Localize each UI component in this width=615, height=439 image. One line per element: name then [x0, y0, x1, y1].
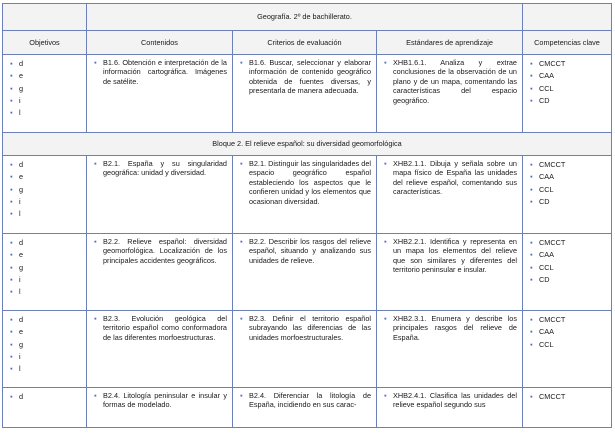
cell-objetivos: [3, 234, 87, 311]
list-item-text: d: [19, 315, 24, 324]
bullet-icon: ▪: [10, 83, 13, 93]
table-row: [3, 388, 612, 428]
list-item: [528, 95, 606, 107]
list-item-text: e: [19, 327, 24, 337]
cell-estandar: [377, 388, 523, 428]
list-item: [528, 83, 606, 95]
cell-criterio: [233, 388, 377, 428]
list-item-text: CMCCT: [539, 315, 566, 324]
list-item-text: g: [19, 262, 24, 272]
bullet-icon: ▪: [530, 250, 533, 260]
list-item: [8, 326, 81, 338]
list-item-text: CAA: [539, 327, 555, 337]
cell-estandar: [377, 55, 523, 133]
cell-competencias: [523, 388, 612, 428]
list-item-text: g: [19, 83, 24, 93]
list-item: [8, 286, 81, 298]
bullet-icon: ▪: [94, 391, 97, 400]
bullet-icon: ▪: [10, 274, 13, 284]
bullet-icon: ▪: [384, 314, 387, 323]
list-item: [528, 237, 606, 249]
list-item: [528, 262, 606, 274]
list-item-text: d: [19, 392, 24, 401]
cell-criterio-text: B1.6. Buscar, seleccionar y elaborar información de contenido geográfico obtenida de fuentes diversas, y presentarla de manera adecuada.: [249, 58, 371, 96]
list-item: [8, 184, 81, 196]
bullet-icon: ▪: [10, 339, 13, 349]
header-contenidos: Contenidos: [87, 31, 233, 55]
list-item: [528, 196, 606, 208]
bullet-icon: ▪: [530, 71, 533, 81]
list-item: [528, 326, 606, 338]
list-item-text: CMCCT: [539, 59, 566, 68]
list-item: [8, 171, 81, 183]
cell-criterio-text: B2.1. Distinguir las singularidades del espacio geográfico español estableciendo los aspectos que le confieren unidad y los elementos que ocasionan diversidad.: [249, 159, 371, 206]
cell-criterio-text: B2.2. Describir los rasgos del relieve español, situando y analizando sus unidades de relieve.: [249, 237, 371, 265]
list-item: [8, 314, 81, 326]
list-item: [8, 196, 81, 208]
cell-criterio: [233, 311, 377, 388]
list-item: [8, 274, 81, 286]
cell-estandar-text: XHB1.6.1. Analiza y extrae conclusiones de la observación de un plano y de un mapa, comentando las características del espacio geográfico.: [393, 58, 517, 105]
bullet-icon: ▪: [94, 314, 97, 323]
list-item-text: l: [19, 209, 21, 219]
cell-contenido: [87, 234, 233, 311]
bullet-icon: ▪: [530, 262, 533, 272]
cell-estandar-text: XHB2.2.1. Identifica y representa en un mapa los elementos del relieve que son similares y diferentes del territorio peninsular e insular.: [393, 237, 517, 275]
list-item: [528, 391, 606, 403]
cell-criterio: [233, 156, 377, 234]
bullet-icon: ▪: [384, 391, 387, 400]
cell-objetivos: [3, 55, 87, 133]
cell-contenido: [87, 156, 233, 234]
bullet-icon: ▪: [384, 58, 387, 67]
cell-criterio: [233, 55, 377, 133]
bullet-icon: ▪: [240, 58, 243, 67]
list-item: [8, 70, 81, 82]
bullet-icon: ▪: [10, 287, 13, 297]
bullet-icon: ▪: [10, 184, 13, 194]
list-item-text: i: [19, 95, 21, 105]
cell-objetivos: [3, 388, 87, 428]
cell-estandar-text: XHB2.4.1. Clasifica las unidades del relieve español segundo sus: [393, 391, 517, 410]
list-item-text: CD: [539, 274, 550, 284]
list-item: [528, 339, 606, 351]
cell-objetivos: [3, 156, 87, 234]
bullet-icon: ▪: [530, 184, 533, 194]
cell-criterio-text: B2.4. Diferenciar la litología de España, incidiendo en sus carac-: [249, 391, 371, 410]
cell-competencias: [523, 156, 612, 234]
list-item-text: i: [19, 351, 21, 361]
list-item-text: g: [19, 184, 24, 194]
cell-contenido-text: B2.4. Litología peninsular e insular y formas de modelado.: [103, 391, 227, 410]
bullet-icon: ▪: [530, 59, 533, 68]
header-competencias: Competencias clave: [523, 31, 612, 55]
bullet-icon: ▪: [10, 327, 13, 337]
bullet-icon: ▪: [10, 315, 13, 324]
bullet-icon: ▪: [10, 351, 13, 361]
bullet-icon: ▪: [240, 159, 243, 168]
list-item: [528, 184, 606, 196]
list-item: [8, 391, 81, 403]
list-item: [528, 249, 606, 261]
bullet-icon: ▪: [530, 238, 533, 247]
list-item: [528, 159, 606, 171]
cell-estandar-text: XHB2.1.1. Dibuja y señala sobre un mapa físico de España las unidades del relieve español, comentando sus características.: [393, 159, 517, 197]
list-item: [8, 83, 81, 95]
bullet-icon: ▪: [240, 314, 243, 323]
list-item: [528, 274, 606, 286]
corner-cell: [3, 4, 87, 31]
bullet-icon: ▪: [530, 95, 533, 105]
table-row: [3, 311, 612, 388]
bullet-icon: ▪: [530, 196, 533, 206]
list-item-text: l: [19, 108, 21, 118]
bullet-icon: ▪: [530, 160, 533, 169]
cell-competencias: [523, 234, 612, 311]
table-row: [3, 156, 612, 234]
curriculum-table: [2, 3, 612, 428]
bullet-icon: ▪: [10, 196, 13, 206]
cell-competencias: [523, 311, 612, 388]
bullet-icon: ▪: [94, 58, 97, 67]
bullet-icon: ▪: [10, 95, 13, 105]
list-item-text: CD: [539, 196, 550, 206]
cell-contenido: [87, 311, 233, 388]
bullet-icon: ▪: [530, 392, 533, 401]
header-criterios: Criterios de evaluación: [233, 31, 377, 55]
cell-objetivos: [3, 311, 87, 388]
list-item: [8, 363, 81, 375]
bullet-icon: ▪: [530, 274, 533, 284]
list-item: [8, 262, 81, 274]
list-item: [8, 208, 81, 220]
bullet-icon: ▪: [10, 392, 13, 401]
list-item: [528, 171, 606, 183]
corner-cell: [523, 4, 612, 31]
list-item: [528, 70, 606, 82]
bullet-icon: ▪: [10, 364, 13, 374]
bullet-icon: ▪: [10, 172, 13, 182]
cell-criterio: [233, 234, 377, 311]
cell-estandar: [377, 156, 523, 234]
list-item-text: g: [19, 339, 24, 349]
list-item-text: e: [19, 250, 24, 260]
list-item-text: CMCCT: [539, 160, 566, 169]
bullet-icon: ▪: [240, 391, 243, 400]
cell-contenido-text: B2.3. Evolución geológica del territorio español como conformadora de las diferentes morfoestructuras.: [103, 314, 227, 342]
bullet-icon: ▪: [10, 209, 13, 219]
list-item-text: e: [19, 172, 24, 182]
bullet-icon: ▪: [530, 83, 533, 93]
bullet-icon: ▪: [240, 237, 243, 246]
list-item-text: l: [19, 364, 21, 374]
list-item-text: l: [19, 287, 21, 297]
list-item: [8, 58, 81, 70]
list-item-text: CMCCT: [539, 392, 566, 401]
bullet-icon: ▪: [10, 250, 13, 260]
header-estandares: Estándares de aprendizaje: [377, 31, 523, 55]
cell-contenido: [87, 55, 233, 133]
list-item: [528, 314, 606, 326]
bullet-icon: ▪: [530, 172, 533, 182]
list-item-text: d: [19, 238, 24, 247]
list-item: [8, 159, 81, 171]
cell-contenido-text: B2.1. España y su singularidad geográfica: unidad y diversidad.: [103, 159, 227, 178]
list-item-text: CCL: [539, 83, 554, 93]
bullet-icon: ▪: [530, 339, 533, 349]
list-item: [8, 351, 81, 363]
cell-contenido-text: B1.6. Obtención e interpretación de la información cartográfica. Imágenes de satélite.: [103, 58, 227, 86]
list-item-text: CCL: [539, 339, 554, 349]
bullet-icon: ▪: [94, 237, 97, 246]
bullet-icon: ▪: [530, 327, 533, 337]
bullet-icon: ▪: [530, 315, 533, 324]
bloque-title: Bloque 2. El relieve español: su diversidad geomorfológica: [3, 133, 612, 156]
list-item-text: CCL: [539, 262, 554, 272]
bullet-icon: ▪: [384, 159, 387, 168]
list-item-text: CAA: [539, 172, 555, 182]
table-title: Geografía. 2º de bachillerato.: [87, 4, 523, 31]
bloque-row: [3, 133, 612, 156]
bullet-icon: ▪: [10, 108, 13, 118]
list-item-text: CAA: [539, 250, 555, 260]
list-item: [8, 95, 81, 107]
list-item: [8, 237, 81, 249]
cell-contenido: [87, 388, 233, 428]
bullet-icon: ▪: [10, 71, 13, 81]
cell-estandar: [377, 234, 523, 311]
bullet-icon: ▪: [10, 59, 13, 68]
header-objetivos: Objetivos: [3, 31, 87, 55]
bullet-icon: ▪: [10, 160, 13, 169]
list-item-text: d: [19, 160, 24, 169]
list-item-text: CMCCT: [539, 238, 566, 247]
table-row: [3, 234, 612, 311]
cell-estandar-text: XHB2.3.1. Enumera y describe los principales rasgos del relieve de España.: [393, 314, 517, 342]
bullet-icon: ▪: [94, 159, 97, 168]
list-item-text: e: [19, 71, 24, 81]
cell-competencias: [523, 55, 612, 133]
list-item-text: CCL: [539, 184, 554, 194]
bullet-icon: ▪: [10, 238, 13, 247]
list-item: [528, 58, 606, 70]
list-item-text: CAA: [539, 71, 555, 81]
list-item-text: i: [19, 196, 21, 206]
bullet-icon: ▪: [384, 237, 387, 246]
cell-estandar: [377, 311, 523, 388]
cell-contenido-text: B2.2. Relieve español: diversidad geomorfológica. Localización de los principales accidentes geográficos.: [103, 237, 227, 265]
list-item: [8, 249, 81, 261]
list-item: [8, 339, 81, 351]
list-item: [8, 107, 81, 119]
bullet-icon: ▪: [10, 262, 13, 272]
cell-criterio-text: B2.3. Definir el territorio español subrayando las diferencias de las unidades morfoestructurales.: [249, 314, 371, 342]
table-row: [3, 55, 612, 133]
list-item-text: d: [19, 59, 24, 68]
list-item-text: i: [19, 274, 21, 284]
list-item-text: CD: [539, 95, 550, 105]
